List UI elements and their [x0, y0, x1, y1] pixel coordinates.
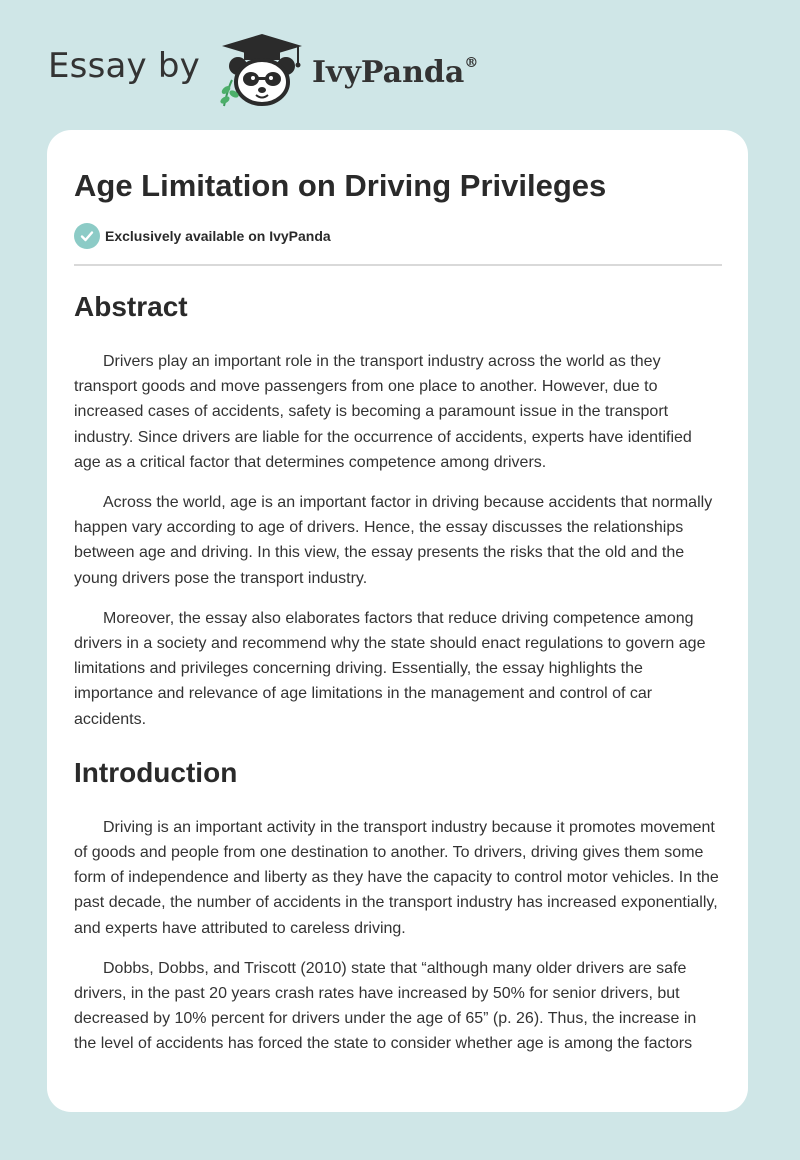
introduction-body: [74, 815, 722, 1057]
paragraph: Moreover, the essay also elaborates factors that reduce driving competence among drivers in a society and recommend why the state should enact regulations to govern age limitations and privileges concerning driving. Essentially, the essay highlights the importance and relevance of age limitations in the management and control of car accidents.: [74, 609, 706, 728]
paragraph: Across the world, age is an important factor in driving because accidents that normally happen vary according to age of drivers. Hence, the essay discusses the relationships between age and driving. In this view, the essay presents the risks that the old and the young drivers pose the transport industry.: [74, 494, 713, 587]
badge-text: Exclusively available on IvyPanda: [105, 228, 331, 244]
panda-graduate-icon[interactable]: [214, 28, 310, 108]
check-circle-icon: [74, 223, 100, 249]
section-heading-introduction: Introduction: [74, 756, 238, 788]
section-heading-abstract: Abstract: [74, 291, 188, 322]
abstract-body: [74, 349, 722, 732]
paragraph: Dobbs, Dobbs, and Triscott (2010) state that “although many older drivers are safe drivers, in the past 20 years crash rates have increased by 50% for senior drivers, but decreased by 10% percent for drivers under the age of 65” (p. 26). Thus, the increase in the level of accidents has forced the state to consider whether age is among the factors: [74, 959, 697, 1053]
paragraph: Drivers play an important role in the transport industry across the world as they transport goods and move passengers from one place to another. However, due to increased cases of accidents, safety is becoming a paramount issue in the transport industry. Since drivers are liable for the occurrence of accidents, experts have identified age as a critical factor that determines competence among drivers.: [74, 353, 692, 471]
paragraph: Driving is an important activity in the transport industry because it promotes movement of goods and people from one destination to another. To drivers, driving gives them some form of independence and liberty as they have the capacity to control motor vehicles. In the past decade, the number of accidents in the transport industry has increased exponentially, and experts have attributed to careless driving.: [74, 818, 719, 937]
essay-card: [47, 130, 748, 1112]
brand-prefix: Essay by: [48, 46, 200, 86]
exclusive-badge: [74, 222, 722, 250]
brand-name[interactable]: IvyPanda®: [311, 54, 479, 90]
registered-mark: ®: [464, 54, 479, 71]
divider: [74, 264, 722, 266]
essay-title: Age Limitation on Driving Privileges: [74, 168, 607, 203]
site-header: [48, 30, 508, 110]
